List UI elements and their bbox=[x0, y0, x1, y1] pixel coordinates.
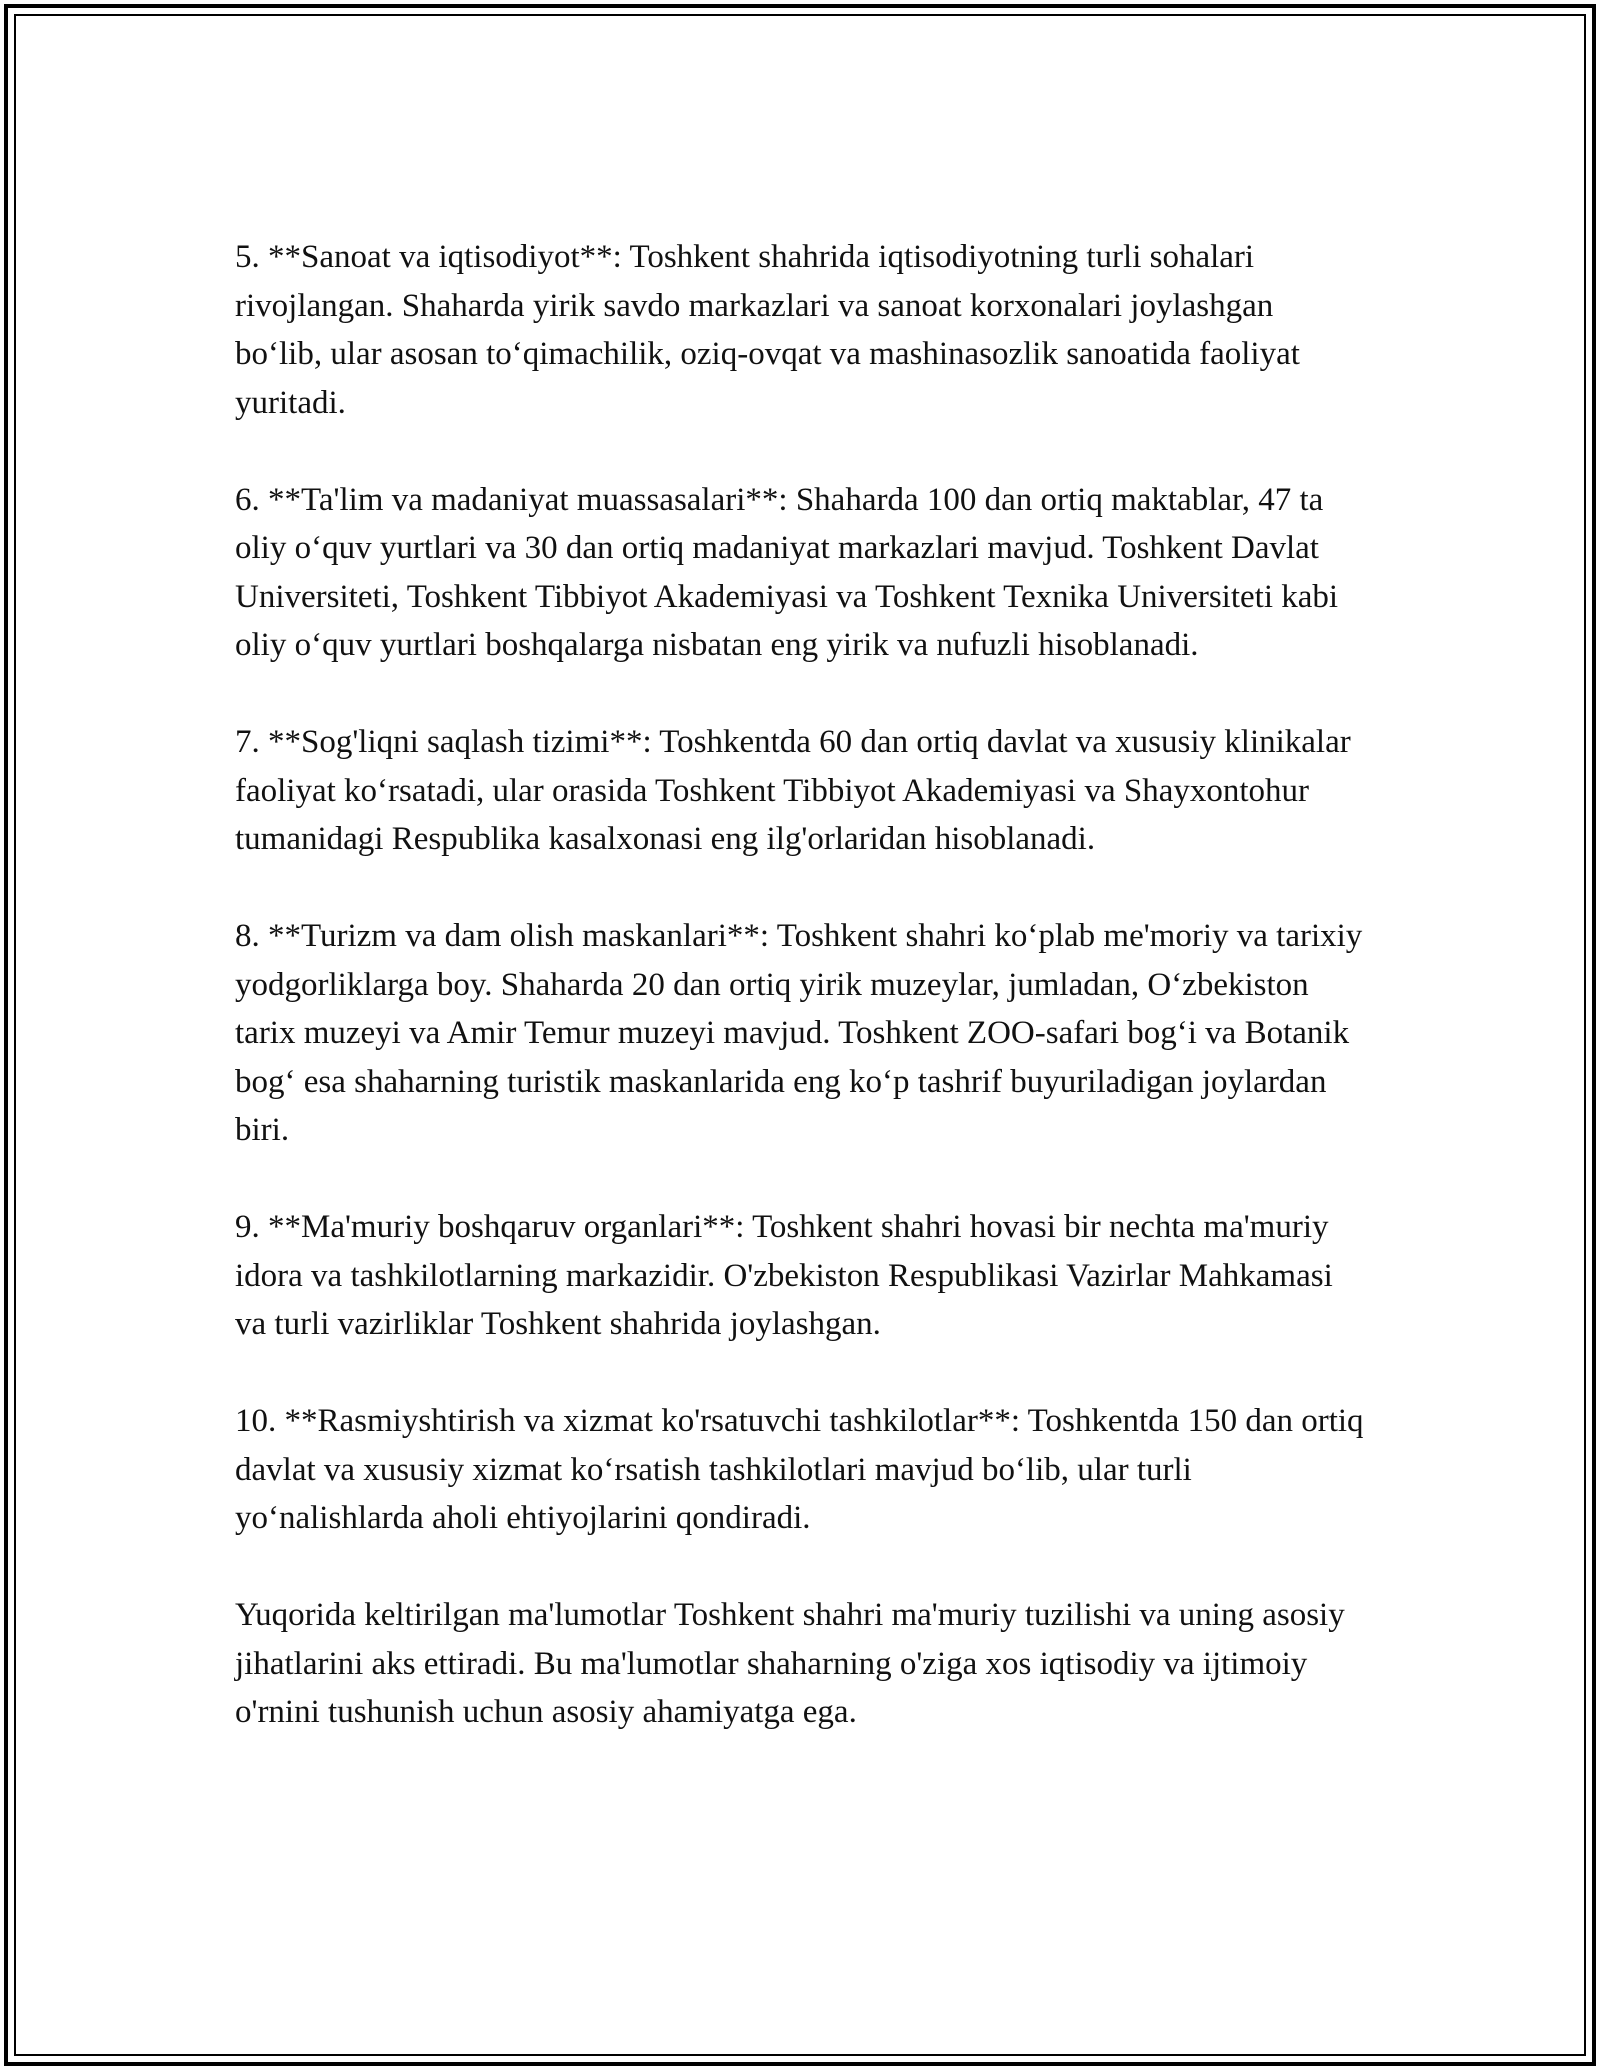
paragraph-7-healthcare: 7. **Sog'liqni saqlash tizimi**: Toshkentda 60 dan ortiq davlat va xususiy klinikalar faoliyat ko‘rsatadi, ular orasida Toshkent Tibbiyot Akademiyasi va Shayxontohur tumanidagi Respublika kasalxonasi eng ilg'orlaridan hisoblanadi. bbox=[235, 724, 1351, 857]
document-body bbox=[235, 233, 1365, 1737]
paragraph-conclusion: Yuqorida keltirilgan ma'lumotlar Toshkent shahri ma'muriy tuzilishi va uning asosiy jihatlarini aks ettiradi. Bu ma'lumotlar shaharning o'ziga xos iqtisodiy va ijtimoiy o'rnini tushunish uchun asosiy ahamiyatga ega. bbox=[235, 1597, 1345, 1730]
paragraph-8-tourism-leisure: 8. **Turizm va dam olish maskanlari**: Toshkent shahri ko‘plab me'moriy va tarixiy yodgorliklarga boy. Shaharda 20 dan ortiq yirik muzeylar, jumladan, O‘zbekiston tarix muzeyi va Amir Temur muzeyi mavjud. Toshkent ZOO-safari bog‘i va Botanik bog‘ esa shaharning turistik maskanlarida eng ko‘p tashrif buyuriladigan joylardan biri. bbox=[235, 918, 1363, 1148]
paragraph-10-service-organizations: 10. **Rasmiyshtirish va xizmat ko'rsatuvchi tashkilotlar**: Toshkentda 150 dan ortiq davlat va xususiy xizmat ko‘rsatish tashkilotlari mavjud bo‘lib, ular turli yo‘nalishlarda aholi ehtiyojlarini qondiradi. bbox=[235, 1403, 1364, 1536]
paragraph-9-administration: 9. **Ma'muriy boshqaruv organlari**: Toshkent shahri hovasi bir nechta ma'muriy idora va tashkilotlarning markazidir. O'zbekiston Respublikasi Vazirlar Mahkamasi va turli vazirliklar Toshkent shahrida joylashgan. bbox=[235, 1209, 1333, 1342]
paragraph-6-education-culture: 6. **Ta'lim va madaniyat muassasalari**: Shaharda 100 dan ortiq maktablar, 47 ta oliy o‘quv yurtlari va 30 dan ortiq madaniyat markazlari mavjud. Toshkent Davlat Universiteti, Toshkent Tibbiyot Akademiyasi va Toshkent Texnika Universiteti kabi oliy o‘quv yurtlari boshqalarga nisbatan eng yirik va nufuzli hisoblanadi. bbox=[235, 481, 1339, 663]
paragraph-5-industry-economy: 5. **Sanoat va iqtisodiyot**: Toshkent shahrida iqtisodiyotning turli sohalari rivojlangan. Shaharda yirik savdo markazlari va sanoat korxonalari joylashgan bo‘lib, ular asosan to‘qimachilik, oziq-ovqat va mashinasozlik sanoatida faoliyat yuritadi. bbox=[235, 239, 1300, 421]
